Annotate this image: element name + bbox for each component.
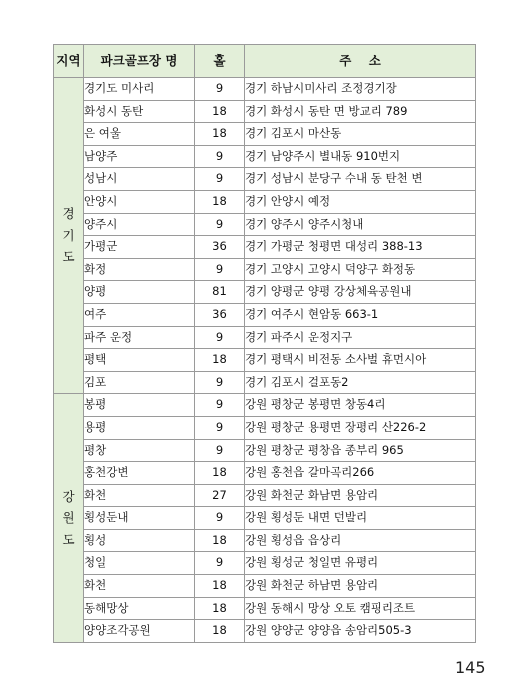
- holes-cell: 27: [195, 484, 245, 507]
- address-cell: 경기 김포시 마산동: [245, 123, 476, 146]
- course-name-cell: 봉평: [84, 394, 195, 417]
- holes-cell: 9: [195, 145, 245, 168]
- holes-cell: 18: [195, 123, 245, 146]
- table-row: [54, 484, 476, 507]
- holes-cell: 18: [195, 190, 245, 213]
- address-cell: 강원 동해시 망상 오토 캠핑리조트: [245, 597, 476, 620]
- holes-cell: 9: [195, 326, 245, 349]
- table-row: [54, 620, 476, 643]
- table-row: [54, 394, 476, 417]
- course-name-cell: 화성시 동탄: [84, 100, 195, 123]
- table-row: [54, 236, 476, 259]
- header-holes: 홀: [195, 45, 245, 78]
- table-row: [54, 349, 476, 372]
- holes-cell: 9: [195, 394, 245, 417]
- holes-cell: 18: [195, 100, 245, 123]
- course-name-cell: 화천: [84, 484, 195, 507]
- table-row: [54, 281, 476, 304]
- holes-cell: 18: [195, 349, 245, 372]
- table-row: [54, 123, 476, 146]
- address-cell: 경기 양주시 양주시청내: [245, 213, 476, 236]
- address-cell: 경기 김포시 걸포동2: [245, 371, 476, 394]
- address-cell: 강원 평창군 용평면 장평리 산226-2: [245, 416, 476, 439]
- course-name-cell: 횡성둔내: [84, 507, 195, 530]
- holes-cell: 9: [195, 168, 245, 191]
- address-cell: 경기 평택시 비전동 소사벌 휴먼시아: [245, 349, 476, 372]
- address-cell: 강원 횡성읍 읍상리: [245, 529, 476, 552]
- table-row: [54, 168, 476, 191]
- table-row: [54, 145, 476, 168]
- course-name-cell: 파주 운정: [84, 326, 195, 349]
- page-number: 145: [455, 658, 486, 677]
- course-name-cell: 화정: [84, 258, 195, 281]
- address-cell: 강원 양양군 양양읍 송암리505-3: [245, 620, 476, 643]
- address-cell: 강원 횡성둔 내면 던발리: [245, 507, 476, 530]
- holes-cell: 36: [195, 303, 245, 326]
- course-name-cell: 평창: [84, 439, 195, 462]
- table-row: [54, 597, 476, 620]
- holes-cell: 9: [195, 552, 245, 575]
- region-cell: 경 기 도: [54, 78, 84, 394]
- course-name-cell: 가평군: [84, 236, 195, 259]
- course-name-cell: 횡성: [84, 529, 195, 552]
- address-cell: 강원 평창군 평창읍 종부리 965: [245, 439, 476, 462]
- table-body: [54, 78, 476, 643]
- course-name-cell: 청일: [84, 552, 195, 575]
- holes-cell: 18: [195, 620, 245, 643]
- course-name-cell: 홍천강변: [84, 462, 195, 485]
- address-cell: 경기 화성시 동탄 면 방교리 789: [245, 100, 476, 123]
- holes-cell: 9: [195, 416, 245, 439]
- region-cell: 강 원 도: [54, 394, 84, 643]
- table-row: [54, 303, 476, 326]
- table-row: [54, 462, 476, 485]
- holes-cell: 9: [195, 213, 245, 236]
- course-name-cell: 여주: [84, 303, 195, 326]
- table-row: [54, 552, 476, 575]
- address-cell: 경기 가평군 청평면 대성리 388-13: [245, 236, 476, 259]
- address-cell: 경기 양평군 양평 강상체육공원내: [245, 281, 476, 304]
- address-cell: 경기 하남시미사리 조정경기장: [245, 78, 476, 101]
- address-cell: 강원 횡성군 청일면 유평리: [245, 552, 476, 575]
- table-row: [54, 507, 476, 530]
- holes-cell: 9: [195, 258, 245, 281]
- address-cell: 경기 안양시 예정: [245, 190, 476, 213]
- course-name-cell: 화천: [84, 575, 195, 598]
- table-row: [54, 416, 476, 439]
- holes-cell: 18: [195, 597, 245, 620]
- course-name-cell: 양주시: [84, 213, 195, 236]
- course-name-cell: 양평: [84, 281, 195, 304]
- course-name-cell: 안양시: [84, 190, 195, 213]
- golf-course-table: [53, 44, 476, 643]
- course-name-cell: 평택: [84, 349, 195, 372]
- holes-cell: 9: [195, 507, 245, 530]
- address-cell: 강원 화천군 하남면 용암리: [245, 575, 476, 598]
- holes-cell: 9: [195, 439, 245, 462]
- table-row: [54, 371, 476, 394]
- table-row: [54, 100, 476, 123]
- course-name-cell: 양양조각공원: [84, 620, 195, 643]
- holes-cell: 18: [195, 529, 245, 552]
- table-row: [54, 326, 476, 349]
- table-row: [54, 190, 476, 213]
- address-cell: 경기 고양시 고양시 덕양구 화정동: [245, 258, 476, 281]
- address-cell: 경기 파주시 운정지구: [245, 326, 476, 349]
- header-region: 지역: [54, 45, 84, 78]
- holes-cell: 9: [195, 78, 245, 101]
- table-row: [54, 439, 476, 462]
- table-row: [54, 575, 476, 598]
- header-address: 주 소: [245, 45, 476, 78]
- holes-cell: 36: [195, 236, 245, 259]
- holes-cell: 18: [195, 575, 245, 598]
- course-name-cell: 은 여울: [84, 123, 195, 146]
- course-name-cell: 용평: [84, 416, 195, 439]
- holes-cell: 81: [195, 281, 245, 304]
- table-header-row: [54, 45, 476, 78]
- address-cell: 경기 성남시 분당구 수내 동 탄천 변: [245, 168, 476, 191]
- table-row: [54, 78, 476, 101]
- table-row: [54, 213, 476, 236]
- course-name-cell: 경기도 미사리: [84, 78, 195, 101]
- address-cell: 경기 여주시 현암동 663-1: [245, 303, 476, 326]
- holes-cell: 9: [195, 371, 245, 394]
- address-cell: 강원 화천군 화남면 용암리: [245, 484, 476, 507]
- address-cell: 경기 남양주시 별내동 910번지: [245, 145, 476, 168]
- table-row: [54, 529, 476, 552]
- course-name-cell: 남양주: [84, 145, 195, 168]
- header-course-name: 파크골프장 명: [84, 45, 195, 78]
- address-cell: 강원 평창군 봉평면 창동4리: [245, 394, 476, 417]
- course-name-cell: 동해망상: [84, 597, 195, 620]
- address-cell: 강원 홍천읍 갈마곡리266: [245, 462, 476, 485]
- course-name-cell: 김포: [84, 371, 195, 394]
- table-row: [54, 258, 476, 281]
- holes-cell: 18: [195, 462, 245, 485]
- course-name-cell: 성남시: [84, 168, 195, 191]
